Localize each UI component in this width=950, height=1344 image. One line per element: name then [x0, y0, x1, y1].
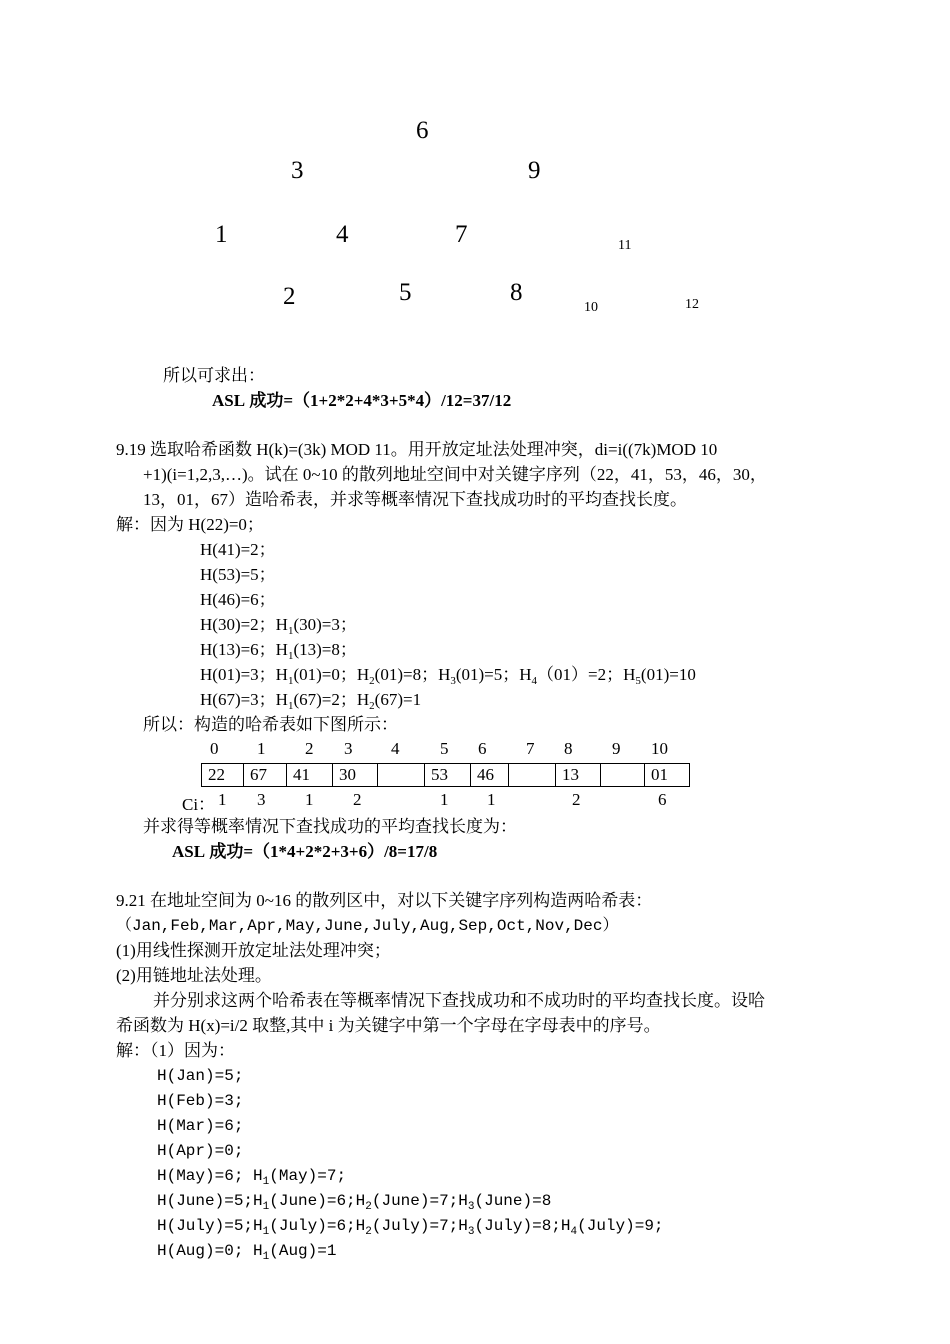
tree-node: 2: [283, 283, 296, 310]
tree-node: 9: [528, 157, 541, 184]
ci-value: 3: [257, 790, 266, 809]
hash-line: H(May)=6; $H_1(May)=7$;: [157, 1167, 347, 1188]
hash-cell: 67: [244, 764, 287, 787]
asl-intro: 所以可求出：: [163, 366, 265, 385]
table-index: 1: [257, 739, 266, 758]
ci-value: 1: [305, 790, 314, 809]
q921-line4: (2)用链地址法处理。: [116, 966, 272, 985]
q921-solution-head: 解：（1）因为：: [116, 1041, 235, 1060]
table-intro: 所以：构造的哈希表如下图所示：: [143, 715, 398, 734]
hash-cell: 41: [287, 764, 333, 787]
hash-line: $H(July)=5;H_1(July)=6;H_2(July)=7;H_3(July)=8;H_4(July)=9$;: [157, 1217, 664, 1238]
q921-line1: 9.21 在地址空间为 0~16 的散列区中，对以下关键字序列构造两哈希表：: [116, 891, 653, 910]
tree-node: 10: [584, 300, 598, 315]
q921-line3: (1)用线性探测开放定址法处理冲突；: [116, 941, 391, 960]
tree-node: 4: [336, 221, 349, 248]
table-index: 9: [612, 739, 621, 758]
hash-cell: 13: [556, 764, 601, 787]
hash-cell: 01: [645, 764, 690, 787]
tree-node: 7: [455, 221, 468, 248]
hash-cell: [601, 764, 645, 787]
table-index: 3: [344, 739, 353, 758]
q919-line1: 9.19 选取哈希函数 H(k)=(3k) MOD 11。用开放定址法处理冲突，di=i((7k)MOD 10: [116, 440, 718, 459]
table-index: 0: [210, 739, 219, 758]
table-row: [202, 764, 690, 787]
hash-line: H(41)=2；: [200, 540, 276, 559]
tree-node: 5: [399, 279, 412, 306]
hash-cell: [378, 764, 425, 787]
tree-node: 6: [416, 117, 429, 144]
ci-value: 1: [218, 790, 227, 809]
hash-line: H(Mar)=6;: [157, 1117, 244, 1135]
ci-value: 6: [658, 790, 667, 809]
hash-cell: 30: [333, 764, 378, 787]
table-index: 8: [564, 739, 573, 758]
hash-line: H(53)=5；: [200, 565, 276, 584]
table-index: 4: [391, 739, 400, 758]
tree-node: 12: [685, 297, 699, 312]
hash-cell: [509, 764, 556, 787]
ci-value: 2: [353, 790, 362, 809]
q919-solution-head: 解：因为 H(22)=0；: [116, 515, 264, 534]
hash-line: H(13)=6；$H_1(13)=8$；: [200, 640, 357, 662]
table-index: 10: [651, 739, 668, 758]
ci-value: 1: [487, 790, 496, 809]
hash-line: H(Aug)=0; $H_1(Aug)=1$: [157, 1242, 337, 1263]
ci-value: 2: [572, 790, 581, 809]
hash-line: H(46)=6；: [200, 590, 276, 609]
tree-node: 1: [215, 221, 228, 248]
hash-cell: 22: [202, 764, 244, 787]
table-index: 6: [478, 739, 487, 758]
hash-line: H(30)=2；$H_1(30)=3$；: [200, 615, 357, 637]
hash-line: H(01)=3；$H_1(01)=0$；$H_2(01)=8$；$H_3(01)=5$；$H_4(01)=2$；$H_5(01)=10$: [200, 665, 696, 687]
q921-line6: 希函数为 H(x)=i/2 取整,其中 i 为关键字中第一个字母在字母表中的序号。: [116, 1016, 661, 1035]
ci-label: Ci：: [182, 795, 216, 814]
q921-line5: 并分别求这两个哈希表在等概率情况下查找成功和不成功时的平均查找长度。设哈: [153, 991, 765, 1010]
asl-formula-2: ASL 成功=（1*4+2*2+3+6）/8=17/8: [172, 842, 438, 861]
table-index: 7: [526, 739, 535, 758]
tree-node: 8: [510, 279, 523, 306]
q919-line2: +1)(i=1,2,3,…)。试在 0~10 的散列地址空间中对关键字序列（22，41，53，46，30，: [143, 465, 767, 484]
ci-value: 1: [440, 790, 449, 809]
hash-cell: 46: [471, 764, 509, 787]
table-index: 2: [305, 739, 314, 758]
hash-line: $H(June)=5;H_1(June)=6;H_2(June)=7;H_3(June)=8$: [157, 1192, 552, 1213]
hash-cell: 53: [425, 764, 471, 787]
q921-line2: （Jan,Feb,Mar,Apr,May,June,July,Aug,Sep,Oct,Nov,Dec）: [116, 917, 619, 935]
tree-node: 11: [618, 238, 632, 253]
hash-line: H(Feb)=3;: [157, 1092, 244, 1110]
asl-formula-1: ASL 成功=（1+2*2+4*3+5*4）/12=37/12: [212, 391, 512, 410]
asl-intro-2: 并求得等概率情况下查找成功的平均查找长度为：: [143, 817, 517, 836]
hash-line: H(Jan)=5;: [157, 1067, 244, 1085]
hash-table: [201, 763, 690, 787]
hash-line: H(Apr)=0;: [157, 1142, 244, 1160]
q919-line3: 13，01，67）造哈希表，并求等概率情况下查找成功时的平均查找长度。: [143, 490, 687, 509]
tree-node: 3: [291, 157, 304, 184]
hash-line: H(67)=3；$H_1(67)=2$；$H_2(67)=1$: [200, 690, 422, 712]
table-index: 5: [440, 739, 449, 758]
